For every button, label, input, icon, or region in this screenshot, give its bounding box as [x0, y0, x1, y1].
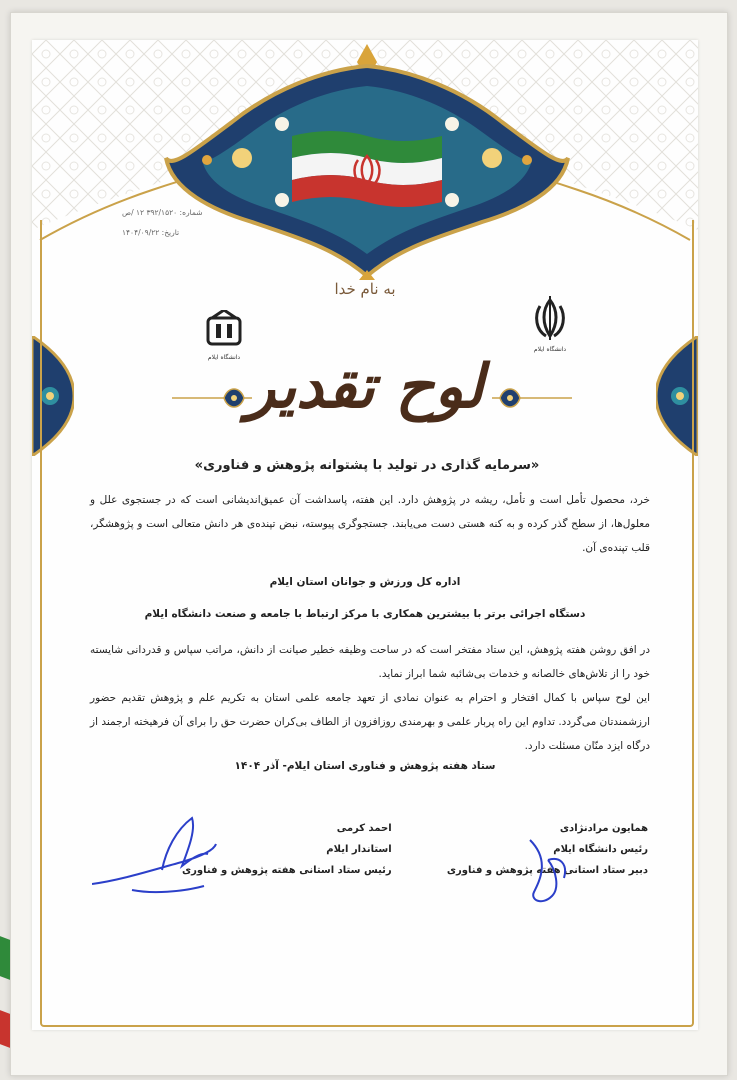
- emblem-logo: [520, 296, 580, 360]
- signature-right-role2: دبیر ستاد استانی هفته پژوهش و فناوری: [446, 865, 648, 876]
- signature-left-role2: رئیس ستاد استانی هفته پژوهش و فناوری: [182, 865, 392, 876]
- intro-paragraph: خرد، محصول تأمل است و تأمل، ریشه در پژوهش دارد. این هفته، پاسداشت آن عمیق‌اندیشانی است که در جستجوی علل و معلول‌ها، از سطح گذر کرده و به کنه هستی دست می‌یابند. جستجوگری پیوسته، نبض تپنده‌ی هر دانش متعالی است و پژوهشگر، قلب تپنده‌ی آن.: [90, 494, 650, 554]
- certificate: [32, 40, 698, 1030]
- certificate-subtitle: «سرمایه گذاری در تولید با پشتوانه پژوهش و فناوری»: [194, 458, 540, 473]
- certificate-title: لوح تقدیر: [246, 352, 484, 422]
- handwritten-signature-right: [520, 830, 580, 910]
- issuer-line: ستاد هفته پژوهش و فناوری استان ایلام- آذر ۱۴۰۴: [234, 760, 496, 772]
- signature-right-name: همایون مرادنژادی: [559, 823, 648, 834]
- university-caption: دانشگاه ایلام: [207, 354, 241, 361]
- emblem-caption: دانشگاه ایلام: [533, 346, 567, 353]
- signature-left-role1: استاندار ایلام: [326, 844, 392, 855]
- signature-right-role1: رئیس دانشگاه ایلام: [553, 844, 648, 855]
- body-paragraph-2: این لوح سپاس با کمال افتخار و احترام به عنوان نمادی از تعهد جامعه علمی استان به تکریم علم و پژوهش تقدیم حضور ارزشمندتان می‌گردد. تداوم این راه پربار علمی و بهرمندی روزافزون از الطاف بی‌کران حضرت حق را برای آن فرهیخته ارجمند از درگاه ایزد منّان مسئلت دارد.: [90, 692, 650, 752]
- serial-number: شماره: ۳۹۲/۱۵۲۰ ۱۲ /ص: [122, 208, 203, 217]
- serial-date: تاریخ: ۱۴۰۴/۰۹/۲۲: [122, 228, 180, 237]
- signature-left-name: احمد کرمی: [336, 823, 392, 834]
- body-paragraph-1: در افق روشن هفته پژوهش، این ستاد مفتخر است که در ساحت وظیفه خطیر صیانت از دانش، مراتب سپاس و قدردانی شایسته خود را از تلاش‌های خالصانه و خدمات بی‌شائبه شما ابراز نماید.: [90, 644, 650, 680]
- iran-emblem-icon: [530, 296, 570, 340]
- recipient-organization: اداره کل ورزش و جوانان استان ایلام: [269, 576, 461, 588]
- flag-edge-red: [0, 1010, 10, 1048]
- university-emblem-icon: [204, 310, 244, 348]
- recipient-citation: دستگاه اجرائی برتر با بیشترین همکاری با مرکز ارتباط با جامعه و صنعت دانشگاه ایلام: [144, 608, 586, 620]
- handwritten-signature-left: [92, 810, 222, 900]
- flag-edge-green: [0, 936, 10, 980]
- certificate-gold-border: [40, 220, 694, 1027]
- bismillah-heading: به نام خدا: [334, 280, 396, 298]
- iran-flag: [292, 131, 442, 207]
